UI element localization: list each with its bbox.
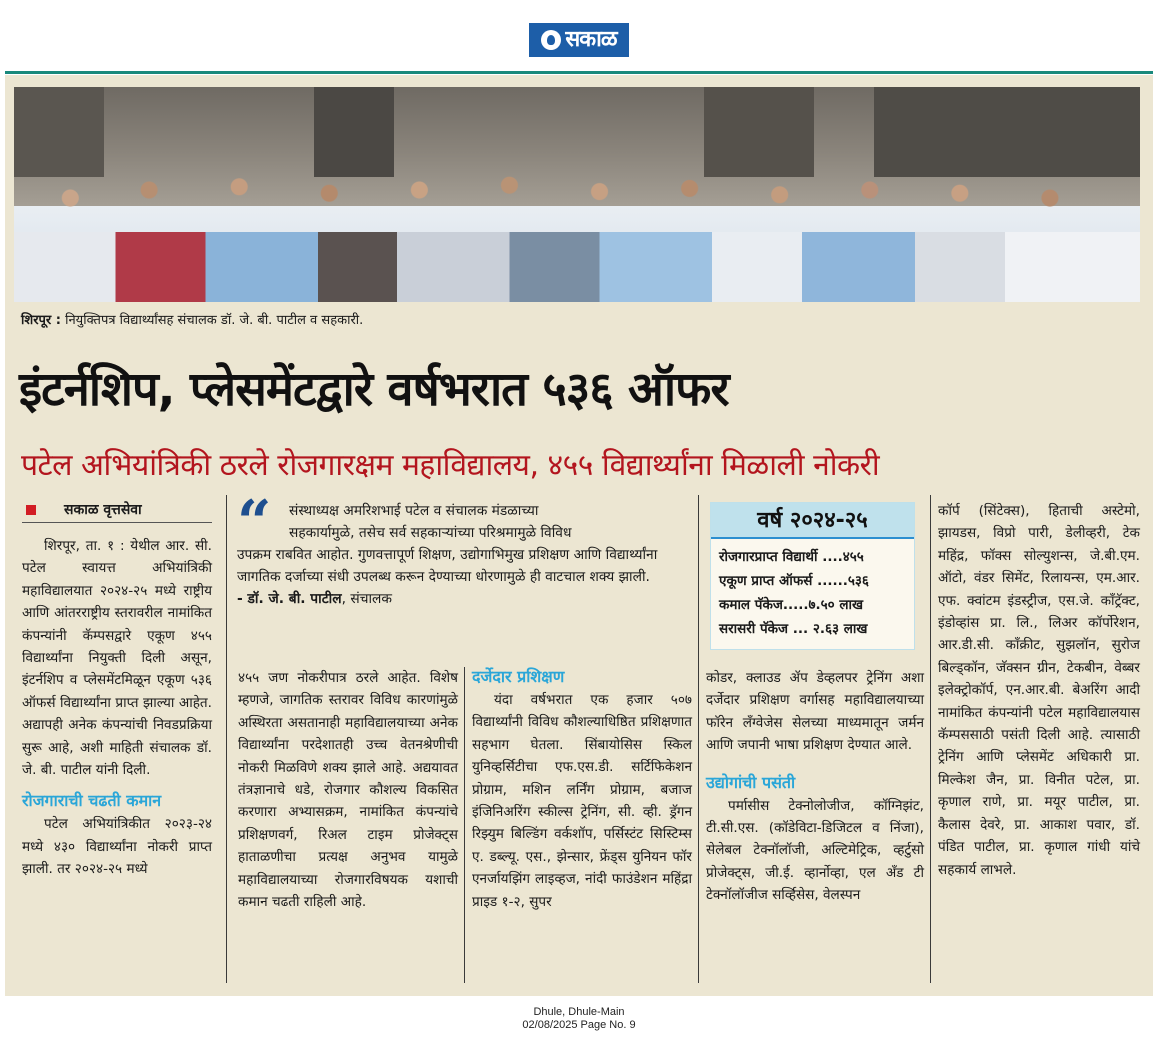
paragraph: कोडर, क्लाउड ॲप डेव्हलपर ट्रेनिंग अशा दर्जेदार प्रशिक्षण वर्गासह महाविद्यालयाच्या फॉरेन लॅंग्वेजेस सेलच्या माध्यमातून जर्मन आणि जपानी भाषा प्रशिक्षण देण्यात आले. [706, 670, 924, 754]
article-page [5, 75, 1153, 996]
section-heading-quality-training: दर्जेदार प्रशिक्षण [472, 667, 565, 686]
group-photo [14, 87, 1140, 302]
quote-mark-icon: “ [237, 488, 272, 558]
director-quote [237, 488, 692, 610]
column-divider [226, 495, 227, 983]
stats-factbox [710, 502, 915, 650]
byline-text: सकाळ वृत्तसेवा [64, 502, 142, 518]
photo-front-row [14, 232, 1140, 302]
column-2 [238, 667, 458, 913]
factbox-row-placed-students: रोजगारप्राप्त विद्यार्थी ....४५५ [719, 549, 864, 565]
quote-line: सहकार्यामुळे, तसेच सर्व सहकाऱ्यांच्या परिश्रमामुळे विविध [289, 525, 572, 541]
edition-label: Dhule, Dhule-Main [533, 1006, 625, 1018]
column-1 [22, 535, 212, 881]
page-footer [0, 1006, 1158, 1032]
caption-text: नियुक्तिपत्र विद्यार्थ्यांसह संचालक डॉ. जे. बी. पाटील व सहकारी. [65, 313, 364, 328]
logo-text: सकाळ [565, 27, 617, 52]
byline [22, 497, 212, 523]
photo-caption [21, 310, 363, 328]
paragraph: यंदा वर्षभरात एक हजार ५०७ विद्यार्थ्यांनी विविध कौशल्याधिष्ठित प्रशिक्षणात सहभाग घेतला. सिंबायोसिस स्किल युनिव्हर्सिटीचा एफ.एस.डी. सर्टिफिकेशन प्रोग्राम, मशिन लर्निंग प्रोग्राम, बजाज इंजिनिअरिंग स्कील्स ट्रेनिंग, सी. व्ही. ड्रॅगन रिझ्युम बिल्डिंग वर्कशॉप, पर्सिस्टंट सिस्टिम्स ए. डब्ल्यू. एस., झेन्सार, फ्रेंड्स युनियन फॉर एनर्जायझिंग लाइव्हज, नांदी फाउंडेशन महिंद्रा प्राइड १-२, सुपर [472, 692, 692, 910]
date-page-label: 02/08/2025 Page No. 9 [522, 1019, 636, 1031]
column-4 [706, 667, 924, 907]
quote-line: संस्थाध्यक्ष अमरिशभाई पटेल व संचालक मंडळाच्या [289, 503, 539, 519]
caption-place: शिरपूर : [21, 313, 61, 328]
factbox-row-total-offers: एकूण प्राप्त ऑफर्स ......५३६ [719, 573, 869, 589]
byline-square-icon [26, 505, 36, 515]
quote-text: उपक्रम राबवित आहोत. गुणवत्तापूर्ण शिक्षण, उद्योगाभिमुख प्रशिक्षण आणि विद्यार्थ्यांना जागतिक दर्जाच्या संधी उपलब्ध करून देण्याच्या धोरणामुळे ही वाटचाल शक्य झाली. [237, 547, 658, 585]
section-heading-rising-employment: रोजगाराची चढती कमान [22, 791, 162, 811]
attribution-role: , संचालक [341, 591, 392, 607]
intro-paragraph: शिरपूर, ता. १ : येथील आर. सी. पटेल स्वायत्त अभियांत्रिकी महाविद्यालयात २०२४-२५ मध्ये राष्ट्रीय आणि आंतरराष्ट्रीय स्तरावरील नामांकित कंपन्यांनी कॅम्पसद्वारे एकूण ४५५ विद्यार्थ्यांना नियुक्ती दिली असून, इंटर्नशिप व प्लेसमेंटमिळून एकूण ५३६ ऑफर्स विद्यार्थ्यांना प्राप्त झाल्या आहेत. अद्यापही अनेक कंपन्यांची निवडप्रक्रिया सुरू आहे, अशी माहिती संचालक डॉ. जे. बी. पाटील यांनी दिली. [22, 538, 212, 779]
paragraph: कॉर्प (सिंटेक्स), हिताची अस्टेमो, झायडस, विप्रो पारी, डेलीव्हरी, टेक महिंद्र, फॉक्स सोल्युशन्स, जे.बी.एम. ऑटो, वंडर सिमेंट, रिलायन्स, एम.आर. एफ. क्वांटम इंडस्ट्रीज, एस.जे. कॉंट्रॅक्ट, इंडोव्हांस प्रा. लि., लिअर कॉर्पोरेशन, आर.डी.सी. कॉंक्रीट, सुझलॉन, सुरोज बिल्ड्कॉन, जॅक्सन ग्रीन, टेकबीन, वेब्बर इलेक्ट्रोकॉर्प, एन.आर.बी. बेअरिंग आदी नामांकित कंपन्यांनी पटेल महाविद्यालयास कॅम्पससाठी पसंती दिली आहे. त्यासाठी ट्रेनिंग आणि प्लेसमेंट अधिकारी प्रा. मिल्केश जैन, प्रा. विनीत पटेल, प्रा. कृणाल राणे, प्रा. मयूर पाटील, प्रा. कैलास देवरे, प्रा. आकाश पवार, डॉ. पंडित पाटील, प्रा. कृणाल गांधी यांचे सहकार्य लाभले. [938, 503, 1140, 878]
column-5 [938, 500, 1140, 881]
factbox-title: वर्ष २०२४-२५ [711, 503, 914, 539]
paragraph: पर्मासीस टेक्नोलोजीज, कॉग्निझंट, टी.सी.एस. (कॉडेविटा-डिजिटल व निंजा), सेलेबल टेक्नॉलॉजी, अल्टिमेट्रिक, व्हर्टुसो प्रोजेक्ट्स, जी.ई. व्हार्नोव्हा, एल अँड टी टेक्नॉलॉजीज सर्व्हिसेस, वेलस्पन [706, 797, 924, 904]
paragraph: ४५५ जण नोकरीपात्र ठरले आहेत. विशेष म्हणजे, जागतिक स्तरावर विविध कारणांमुळे अस्थिरता असतानाही महाविद्यालयाच्या अनेक विद्यार्थ्यांना परदेशातही उच्च वेतनश्रेणीची नोकरी मिळविणे शक्य झाले आहे. अद्ययावत तंत्रज्ञानाचे धडे, रोजगार कौशल्य विकसित करणारा अभ्यासक्रम, नामांकित कंपन्यांचे प्रशिक्षणवर्ग, रिअल टाइम प्रोजेक्ट्स हाताळणीचा प्रत्यक्ष अनुभव यामुळे महाविद्यालयाच्या रोजगारविषयक यशाची कमान चढती राहिली आहे. [238, 670, 458, 911]
subheadline: पटेल अभियांत्रिकी ठरले रोजगारक्षम महाविद्यालय, ४५५ विद्यार्थ्यांना मिळाली नोकरी [21, 448, 880, 483]
column-3 [472, 665, 692, 913]
headline: इंटर्नशिप, प्लेसमेंटद्वारे वर्षभरात ५३६ ऑफर [19, 362, 729, 417]
factbox-row-max-package: कमाल पॅकेज.....७.५० लाख [719, 597, 864, 613]
column-divider [464, 667, 465, 983]
quote-attribution [237, 588, 692, 610]
sakal-logo [529, 23, 629, 57]
factbox-row-avg-package: सरासरी पॅकेज ... २.६३ लाख [719, 621, 868, 637]
masthead [0, 0, 1158, 70]
column-divider [698, 495, 699, 983]
lamp-emblem-icon [541, 30, 561, 50]
factbox-list [711, 539, 914, 647]
masthead-rule [5, 71, 1153, 74]
attribution-name: - डॉ. जे. बी. पाटील [237, 591, 342, 607]
section-heading-industry-preference: उद्योगांची पसंती [706, 772, 796, 792]
paragraph: पटेल अभियांत्रिकीत २०२३-२४ मध्ये ४३० विद्यार्थ्यांना नोकरी प्राप्त झाली. तर २०२४-२५ मध्ये [22, 816, 212, 878]
column-divider [930, 495, 931, 983]
